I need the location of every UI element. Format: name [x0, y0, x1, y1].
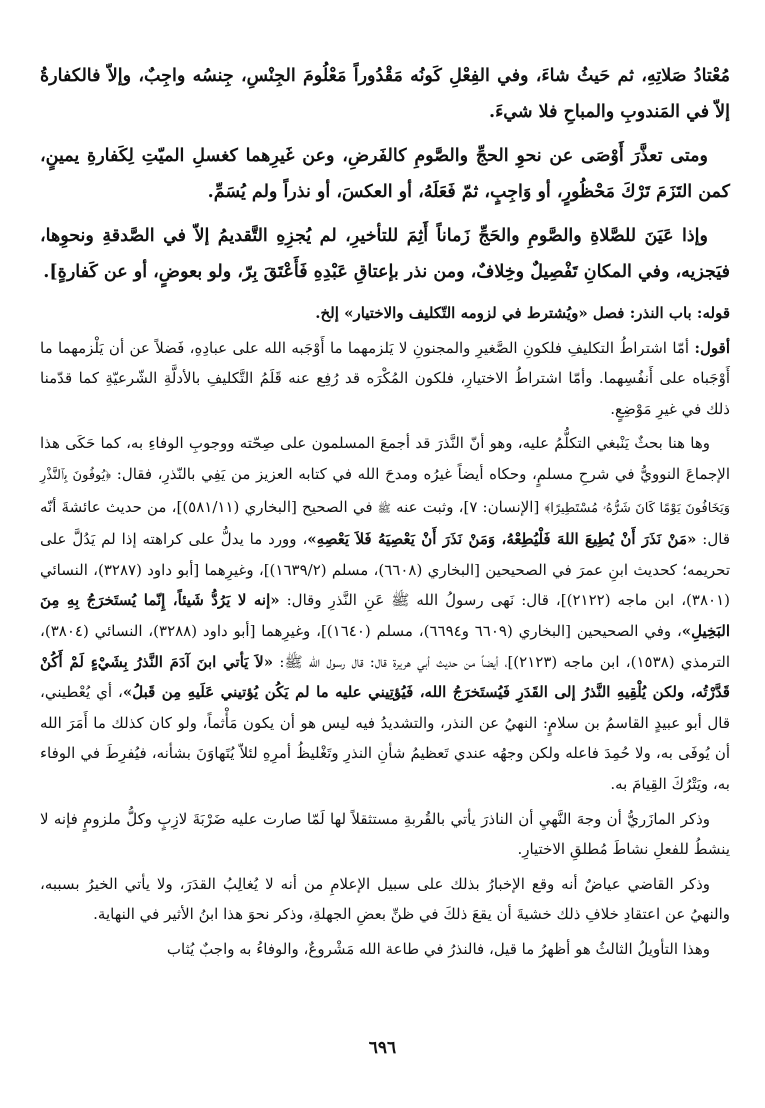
paragraph-text: ، أي يُعْطيني، قال أبو عبيدٍ القاسمُ بن سلامٍ: النهيُ عن النذر، والتشديدُ فيه ليس هو أن يكون مَأْثماً، ولو كان كذلك ما أَمَرَ الله أن يُوفَى به، ولا حُمِدَ فاعله ولكن وجهُه عندي تَعظيمُ شأنِ النذرِ وتَغْليظُ أمرِهِ لئلاّ يُتَهاوَنَ بشأنه، فيُفرِطَ في الوفاء به، ويَتْرُكَ القِيامَ به. [40, 683, 730, 793]
matn-paragraph: وإذا عَيَنَ للصَّلاةِ والصَّومِ والحَجِّ زَماناً أَثِمَ للتأخيرِ، لم يُجزِهِ التَّقديمُ إلاّ في الصَّدقةِ ونحوِها، فيَجزيه، وفي المكانِ تَفْصِيلٌ وخِلافٌ، ومن نذر بإعتاقِ عَبْدِهِ فَأَعْتَقَ بِرّ، ولو بعوضٍ، أو عن كَفارةٍ]. [40, 226, 730, 282]
paragraph-text: ، وورد ما يدلُّ على كراهته إذا لم يَدُلَّ على تحريمه؛ كحديث ابنِ عمرَ في الصحيحين [البخاري (٦٦٠٨)، مسلم (١٦٣٩/٢)]، وغيرِهما [أبو داود (٣٢٨٧)، النسائي (٣٨٠١)، ابن ماجه (٢١٢٢)]، قال: نَهى رسولُ الله ﷺ عَنِ النَّذرِ وقال: [40, 530, 730, 610]
paragraph-text: في الصحيح [البخاري (٥٨١/١١)]، من حديث عائشةَ أنّه قال: [40, 497, 730, 549]
verse-reference: [الإنسان: ٧]، وثبت عنه [396, 497, 540, 516]
aqulu-lead: أقول: [694, 338, 730, 357]
quran-verse: ﴿يُوفُونَ بِٱلنَّذْرِ وَيَخَافُونَ يَوْمًا كَانَ شَرُّهُۥ مُسْتَطِيرًا﴾ [40, 467, 730, 516]
commentary-paragraph [40, 428, 730, 799]
hadith-quote: «لاَ يَأتي ابنَ آدَمَ النَّذرُ بِشَيْءٍ لَمْ أَكُنْ قَدَّرْتُه، ولكن يُلْقِيهِ النَّذرُ إلى القَدَرِ فَيُستَخرَجُ الله، فَيُؤتِيني عليه ما لم يَكُن يُؤتيني عَلَيهِ مِن قَبلُ» [40, 652, 730, 702]
commentary [40, 298, 730, 964]
matn-text [40, 58, 730, 290]
paragraph-text: وها هنا بحثٌ يَنْبغي التكلُّمُ عليه، وهو أنّ النَّذرَ قد أجمعَ المسلمون على صِحّته ووجوبِ الوفاءِ به، كما حَكَى هذا الإجماعَ النوويُّ في شرحِ مسلمٍ، وحكاه أيضاً غيرُه ومدحَ الله في كتابه العزيز من يَفِي بالنّذرِ، فقال: [40, 434, 730, 483]
commentary-paragraph: وهذا التأويلُ الثالثُ هو أظهرُ ما قيل، فالنذرُ في طاعة الله مَشْروعٌ، والوفاءُ به واجبٌ يُثاب [166, 939, 710, 958]
hadith-quote: «مَنْ نَذَرَ أَنْ يُطِيعَ اللهَ فَلْيُطِعْهُ، وَمَنْ نَذَرَ أَنْ يَعْصِيَهُ فَلاَ يَعْصِهِ» [307, 530, 697, 549]
salawat-glyph: ﷺ [377, 501, 391, 515]
commentary-paragraph [40, 333, 730, 425]
page-body [40, 58, 730, 968]
commentary-paragraph: وذكر المازَريُّ أن وجهَ النَّهيِ أن الناذرَ يأتي بالقُربةِ مستثقلاً لها لَمّا صارت عليه ضَرْبَةَ لازِبٍ وكلُّ ملزومٍ فإنه لا ينشطُ للفعلِ نشاطَ مُطلقِ الاختيارِ. [40, 809, 730, 859]
matn-paragraph: مُعْتادُ صَلاتِهِ، ثم حَيثُ شاءَ، وفي الفِعْلِ كَونُه مَقْدُوراً مَعْلُومَ الجِنْسِ، جِنسُه واجِبٌ، وإلاّ فالكفارةُ إلاّ في المَندوبِ والمباحِ فلا شيءَ. [40, 66, 730, 122]
paragraph-text: ، وفي الصحيحين [البخاري (٦٦٠٩ و٦٦٩٤)، مسلم (١٦٤٠)]، وغيرِهما [أبو داود (٣٢٨٨)، النسائي (٣٨٠٤)، الترمذي (١٥٣٨)، ابن ماجه (٢١٢٣)]، أيضاً من حديث أبي هريرة قال: قال رسول الله ﷺ: [40, 621, 731, 671]
page-number: ٦٩٦ [368, 1038, 397, 1058]
commentary-paragraph: وذكر القاضي عياضٌ أنه وقع الإخبارُ بذلك على سبيل الإعلامِ من أنه لا يُغالِبُ القدَرَ، ولا يأتي الخيرُ بسببه، والنهيُ عن اعتقادِ خلافِ ذلك خشيةَ أن يقعَ ذلكَ في ظنِّ بعضِ الجهلةِ، وذكر نحوَ هذا ابنُ الأثير في النهاية. [40, 874, 730, 924]
matn-paragraph: ومتى تعذَّرَ أَوْصَى عن نحوِ الحجِّ والصَّومِ كالفَرضِ، وعن غَيرِهما كغسلِ الميّتِ لِكَفارةِ يمينٍ، كمن التَزَمَ تَرْكَ مَحْظُورٍ، أو وَاجِبٍ، ثمّ فَعَلَهُ، أو العكسَ، أو نذراً ولم يُسَمِّ. [40, 146, 730, 202]
hadith-quote: «إنه لا يَرُدُّ شَيئاً، إِنّما يُستَخرَجُ بِهِ مِنَ البَخِيلِ» [40, 591, 731, 640]
commentary-heading: قوله: باب النذر: فصل «ويُشترط في لزومه التّكليف والاختيار» إلخ. [315, 304, 730, 322]
paragraph-text: أمّا اشتراطُ التكليفِ فلكونِ الصَّغيرِ والمجنونِ لا يَلزمهما ما أَوْجَبه الله على عبادِهِ، فَضلاً عن أن يَلْزمهما ما أَوْجَباه على أَنفُسِهما. وأمّا اشتراطُ الاختيارِ، فلكون المُكْرَه قد رُفِع عنه قَلَمُ التَّكليفِ بالأدلَّةِ الشّرعيّةِ كما قدّمنا ذلك في غيرِ مَوْضِعٍ. [40, 338, 730, 418]
